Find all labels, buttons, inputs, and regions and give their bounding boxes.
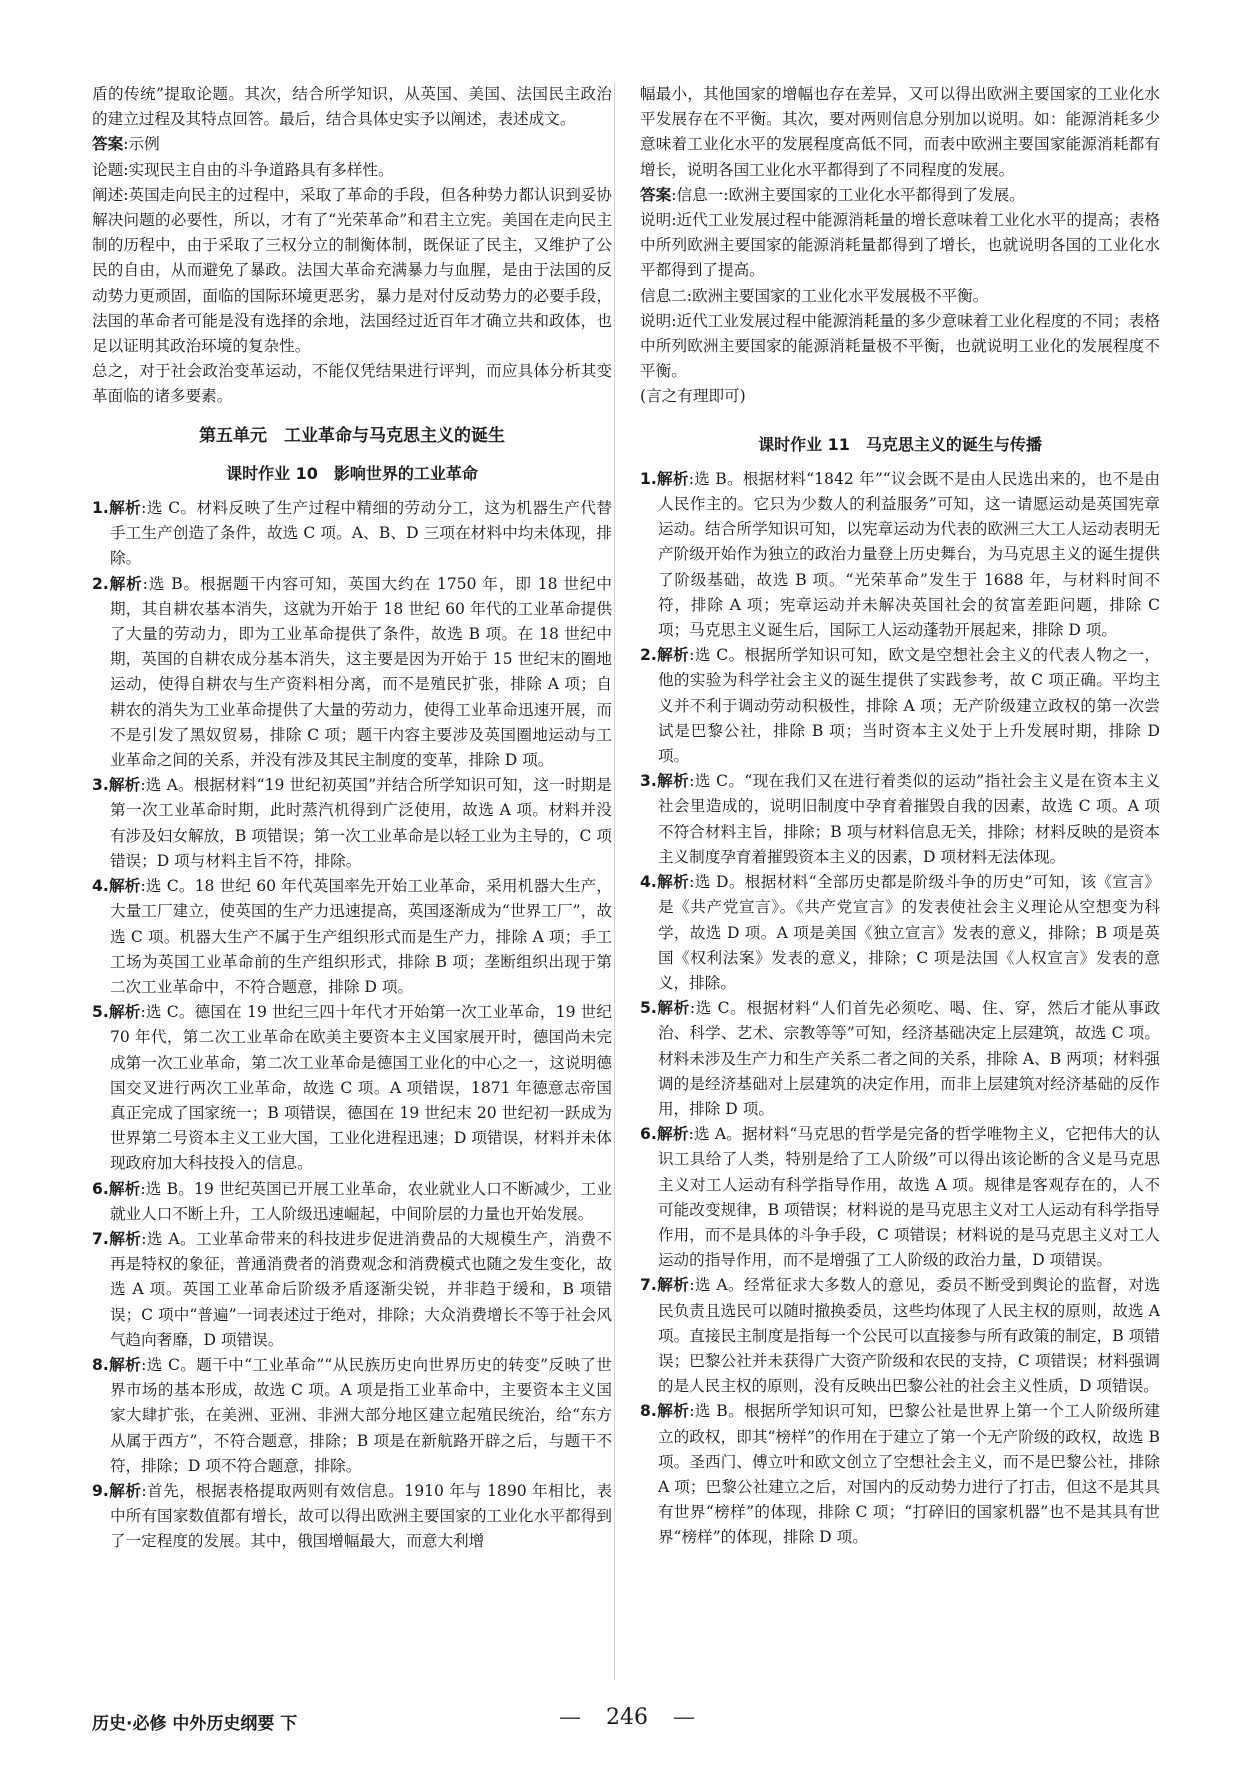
item-number: 7. bbox=[92, 1229, 109, 1248]
item-label: 解析 bbox=[656, 873, 690, 892]
summary-line: 总之，对于社会政治变革运动，不能仅凭结果进行评判，而应具体分析其变革面临的诸多要素。 bbox=[92, 362, 612, 406]
answer-item: 9.解析:首先，根据表格提取两则有效信息。1910 年与 1890 年相比，表中所有国家数值都有增长，故可以得出欧洲主要国家的工业化水平都得到了一定程度的发展。其中，俄国增幅最大，而意大利增 bbox=[92, 1481, 612, 1551]
answer-line: 答案:示例 bbox=[92, 135, 160, 154]
answer-label: 答案 bbox=[92, 135, 124, 154]
item-label: 解析 bbox=[656, 1402, 690, 1421]
item-label: 解析 bbox=[108, 1229, 142, 1248]
explain2-text: 近代工业发展过程中能源消耗量的多少意味着工业化程度的不同；表格中所列欧洲主要国家的能源消耗量极不平衡，也就说明工业化的发展程度不平衡。 bbox=[640, 311, 1160, 381]
intro-paragraph: 盾的传统”提取论题。其次，结合所学知识，从英国、美国、法国民主政治的建立过程及其特点回答。最后，结合具体史实予以阐述，表述成文。 bbox=[92, 85, 612, 129]
book-title: 历史·必修 中外历史纲要 下 bbox=[92, 1714, 298, 1734]
item-text: 选 C。“现在我们又在进行着类似的运动”指社会主义是在资本主义社会里造成的，说明旧制度中孕育着摧毁自我的因素，故选 C 项。A 项不符合材料主旨，排除；B 项与材料信息无关，排除；材料反映的是资本主义制度孕育着摧毁资本主义的因素，D 项材料无法体现。 bbox=[657, 772, 1160, 866]
lesson-title-11: 课时作业 11 马克思主义的诞生与传播 bbox=[758, 434, 1042, 454]
item-number: 2. bbox=[640, 646, 657, 665]
lesson-title-10: 课时作业 10 影响世界的工业革命 bbox=[226, 463, 478, 483]
item-number: 5. bbox=[92, 1003, 109, 1022]
answer-item: 2.解析:选 C。根据所学知识可知，欧文是空想社会主义的代表人物之一，他的实验为科学社会主义的诞生提供了实践参考，故 C 项正确。平均主义并不利于调动劳动积极性，排除 A 项；无产阶级建立政权的第一次尝试是巴黎公社，排除 B 项；当时资本主义处于上升发展时期，排除 D 项。 bbox=[640, 646, 1160, 766]
left-column bbox=[92, 82, 612, 1555]
item-text: 选 A。据材料“马克思的哲学是完备的哲学唯物主义，它把伟大的认识工具给了人类，特别是给了工人阶级”可以得出该论断的含义是马克思主义对工人运动有科学指导作用，故选 A 项。规律是客观存在的，人不可能改变规律，B 项错误；材料说的是马克思主义对工人运动有科学指导作用，而不是具体的斗争手段，C 项错误；材料说的是马克思主义对工人运动的指导作用，而不是增强了工人阶级的政治力量，D 项错误。 bbox=[657, 1125, 1160, 1270]
thesis-label: 论题 bbox=[92, 160, 124, 179]
reasoning-note: (言之有理即可) bbox=[640, 387, 746, 406]
info1-text: 欧洲主要国家的工业化水平都得到了发展。 bbox=[728, 185, 1025, 204]
answer-item: 8.解析:选 C。题干中“工业革命”“从民族历史向世界历史的转变”反映了世界市场的基本形成，故选 C 项。A 项是指工业革命中，主要资本主义国家大肆扩张，在美洲、亚洲、非洲大部分地区建立起殖民统治，给“东方从属于西方”，不符合题意，排除；B 项是在新航路开辟之后，与题干不符，排除；D 项不符合题意，排除。 bbox=[92, 1355, 612, 1475]
item-label: 解析 bbox=[656, 646, 690, 665]
answer-item: 1.解析:选 B。根据材料“1842 年”“议会既不是由人民选出来的，也不是由人民作主的。它只为少数人的利益服务”可知，这一请愿运动是英国宪章运动。结合所学知识可知，以宪章运动为代表的欧洲三大工人运动表明无产阶级开始作为独立的政治力量登上历史舞台，为马克思主义的诞生提供了阶级基础，故选 B 项。“光荣革命”发生于 1688 年，与材料时间不符，排除 A 项；宪章运动并未解决英国社会的贫富差距问题，排除 C 项；马克思主义诞生后，国际工人运动蓬勃开展起来，排除 D 项。 bbox=[640, 469, 1160, 640]
item-text: 选 A。工业革命带来的科技进步促进消费品的大规模生产，消费不再是特权的象征，普通消费者的消费观念和消费模式也随之发生变化，故选 A 项。英国工业革命后阶级矛盾逐渐尖锐，并非趋于缓和，B 项错误；C 项中“普遍”一词表述过于绝对，排除；大众消费增长不等于社会风气趋向奢靡，D 项错误。 bbox=[109, 1229, 612, 1349]
item-text: 选 C。根据所学知识可知，欧文是空想社会主义的代表人物之一，他的实验为科学社会主义的诞生提供了实践参考，故 C 项正确。平均主义并不利于调动劳动积极性，排除 A 项；无产阶级建立政权的第一次尝试是巴黎公社，排除 B 项；当时资本主义处于上升发展时期，排除 D 项。 bbox=[657, 646, 1160, 766]
explain2-line: 说明:近代工业发展过程中能源消耗量的多少意味着工业化程度的不同；表格中所列欧洲主要国家的能源消耗量极不平衡，也就说明工业化的发展程度不平衡。 bbox=[640, 311, 1160, 381]
right-item-list bbox=[640, 467, 1160, 1551]
explain2-label: 说明 bbox=[640, 311, 672, 330]
item-text: 选 C。根据材料“人们首先必须吃、喝、住、穿，然后才能从事政治、科学、艺术、宗教等等”可知，经济基础决定上层建筑，故选 C 项。材料未涉及生产力和生产关系二者之间的关系，排除 A、B 两项；材料强调的是经济基础对上层建筑的决定作用，而非上层建筑对经济基础的反作用，排除 D 项。 bbox=[657, 999, 1160, 1118]
page-number: 246 bbox=[606, 1705, 648, 1730]
item-label: 解析 bbox=[656, 1276, 690, 1295]
thesis-line: 论题:实现民主自由的斗争道路具有多样性。 bbox=[92, 160, 394, 179]
item-text: 选 D。根据材料“全部历史都是阶级斗争的历史”可知，该《宣言》是《共产党宣言》。《共产党宣言》的发表使社会主义理论从空想变为科学，故选 D 项。A 项是美国《独立宣言》发表的意义，排除；B 项是英国《权利法案》发表的意义，排除；C 项是法国《人权宣言》发表的意义，排除。 bbox=[657, 873, 1160, 992]
answer-item: 2.解析:选 B。根据题干内容可知，英国大约在 1750 年，即 18 世纪中期，其自耕农基本消失，这就为开始于 18 世纪 60 年代的工业革命提供了大量的劳动力，即为工业革命提供了条件，故选 B 项。在 18 世纪中期，英国的自耕农成分基本消失，这主要是因为开始于 15 世纪末的圈地运动，使得自耕农与生产资料相分离，而不是殖民扩张，排除 A 项；自耕农的消失为工业革命提供了大量的劳动力，使得工业革命迅速开展，而不是引发了黑奴贸易，排除 C 项；题干内容主要涉及英国圈地运动与工业革命之间的关系，并没有涉及其民主制度的变革，排除 D 项。 bbox=[92, 574, 612, 770]
item-label: 解析 bbox=[108, 1179, 141, 1198]
item-label: 解析 bbox=[108, 776, 141, 795]
explain1-line: 说明:近代工业发展过程中能源消耗量的增长意味着工业化水平的提高；表格中所列欧洲主要国家的能源消耗量都得到了增长，也就说明各国的工业化水平都得到了提高。 bbox=[640, 211, 1160, 280]
answer-item: 6.解析:选 B。19 世纪英国已开展工业革命，农业就业人口不断减少，工业就业人口不断上升，工人阶级迅速崛起，中间阶层的力量也开始发展。 bbox=[92, 1179, 612, 1223]
info2-line: 信息二:欧洲主要国家的工业化水平发展极不平衡。 bbox=[640, 286, 989, 305]
answer-item: 6.解析:选 A。据材料“马克思的哲学是完备的哲学唯物主义，它把伟大的认识工具给了人类，特别是给了工人阶级”可以得出该论断的含义是马克思主义对工人运动有科学指导作用，故选 A 项。规律是客观存在的，人不可能改变规律，B 项错误；材料说的是马克思主义对工人运动有科学指导作用，而不是具体的斗争手段，C 项错误；材料说的是马克思主义对工人运动的指导作用，而不是增强了工人阶级的政治力量，D 项错误。 bbox=[640, 1125, 1160, 1270]
item-text: 选 C。18 世纪 60 年代英国率先开始工业革命，采用机器大生产，大量工厂建立，使英国的生产力迅速提高，英国逐渐成为“世界工厂”，故选 C 项。机器大生产不属于生产组织形式而是生产力，排除 A 项；手工工场为英国工业革命前的生产组织形式，排除 B 项；垄断组织出现于第二次工业革命中，不符合题意，排除 D 项。 bbox=[109, 877, 612, 996]
item-number: 2. bbox=[92, 574, 109, 593]
info2-text: 欧洲主要国家的工业化水平发展极不平衡。 bbox=[692, 286, 989, 305]
item-text: 选 A。根据材料“19 世纪初英国”并结合所学知识可知，这一时期是第一次工业革命时期，此时蒸汽机得到广泛使用，故选 A 项。材料并没有涉及妇女解放，B 项错误；第一次工业革命是以轻工业为主导的，C 项错误；D 项与材料主旨不符，排除。 bbox=[109, 776, 612, 870]
item-text: 选 C。材料反映了生产过程中精细的劳动分工，这为机器生产代替手工生产创造了条件，故选 C 项。A、B、D 三项在材料中均未体现，排除。 bbox=[109, 499, 612, 568]
right-column bbox=[640, 82, 1160, 1551]
answer-item: 7.解析:选 A。工业革命带来的科技进步促进消费品的大规模生产，消费不再是特权的象征，普通消费者的消费观念和消费模式也随之发生变化，故选 A 项。英国工业革命后阶级矛盾逐渐尖锐，并非趋于缓和，B 项错误；C 项中“普遍”一词表述过于绝对，排除；大众消费增长不等于社会风气趋向奢靡，D 项错误。 bbox=[92, 1229, 612, 1349]
info2-label: 信息二 bbox=[640, 286, 687, 305]
page-footer bbox=[92, 1703, 1158, 1739]
item-label: 解析 bbox=[656, 1125, 689, 1144]
item-text: 选 B。19 世纪英国已开展工业革命，农业就业人口不断减少，工业就业人口不断上升，工人阶级迅速崛起，中间阶层的力量也开始发展。 bbox=[109, 1179, 612, 1223]
answer-item: 1.解析:选 C。材料反映了生产过程中精细的劳动分工，这为机器生产代替手工生产创造了条件，故选 C 项。A、B、D 三项在材料中均未体现，排除。 bbox=[92, 499, 612, 568]
item-number: 1. bbox=[640, 469, 657, 488]
item-text: 选 B。根据题干内容可知，英国大约在 1750 年，即 18 世纪中期，其自耕农基本消失，这就为开始于 18 世纪 60 年代的工业革命提供了大量的劳动力，即为工业革命提供了条件，故选 B 项。在 18 世纪中期，英国的自耕农成分基本消失，这主要是因为开始于 15 世纪末的圈地运动，使得自耕农与生产资料相分离，而不是殖民扩张，排除 A 项；自耕农的消失为工业革命提供了大量的劳动力，使得工业革命迅速开展，而不是引发了黑奴贸易，排除 C 项；题干内容主要涉及英国圈地运动与工业革命之间的关系，并没有涉及其民主制度的变革，排除 D 项。 bbox=[109, 574, 612, 770]
answer-item: 8.解析:选 B。根据所学知识可知，巴黎公社是世界上第一个工人阶级所建立的政权，即其“榜样”的作用在于建立了第一个无产阶级的政权，故选 B 项。圣西门、傅立叶和欧文创立了空想社会主义，而不是巴黎公社，排除 A 项；巴黎公社建立之后，对国内的反动势力进行了打击，但这不是其具有世界“榜样”的体现，排除 C 项；“打碎旧的国家机器”也不是其具有世界“榜样”的体现，排除 D 项。 bbox=[640, 1402, 1160, 1547]
column-divider bbox=[614, 82, 615, 1680]
explain-text: 英国走向民主的过程中，采取了革命的手段，但各种势力都认识到妥协解决问题的必要性，所以，才有了“光荣革命”和君主立宪。美国在走向民主制的历程中，由于采取了三权分立的制衡体制，既保证了民主，又维护了公民的自由，从而避免了暴政。法国大革命充满暴力与血腥，是由于法国的反动势力更顽固，面临的国际环境更恶劣，暴力是对付反动势力的必要手段，法国的革命者可能是没有选择的余地，法国经过近百年才确立共和政体，也足以证明其政治环境的复杂性。 bbox=[92, 185, 612, 356]
item-number: 6. bbox=[640, 1125, 657, 1144]
item-number: 3. bbox=[92, 776, 109, 795]
item-text: 选 B。根据所学知识可知，巴黎公社是世界上第一个工人阶级所建立的政权，即其“榜样”的作用在于建立了第一个无产阶级的政权，故选 B 项。圣西门、傅立叶和欧文创立了空想社会主义，而不是巴黎公社，排除 A 项；巴黎公社建立之后，对国内的反动势力进行了打击，但这不是其具有世界“榜样”的体现，排除 C 项；“打碎旧的国家机器”也不是其具有世界“榜样”的体现，排除 D 项。 bbox=[657, 1402, 1160, 1547]
unit-title: 第五单元 工业革命与马克思主义的诞生 bbox=[199, 425, 505, 446]
item-number: 5. bbox=[640, 999, 657, 1018]
item-number: 9. bbox=[92, 1481, 109, 1500]
item-number: 8. bbox=[640, 1402, 657, 1421]
info1-label: 信息一 bbox=[676, 185, 724, 204]
answer-item: 3.解析:选 C。“现在我们又在进行着类似的运动”指社会主义是在资本主义社会里造成的，说明旧制度中孕育着摧毁自我的因素，故选 C 项。A 项不符合材料主旨，排除；B 项与材料信息无关，排除；材料反映的是资本主义制度孕育着摧毁资本主义的因素，D 项材料无法体现。 bbox=[640, 772, 1160, 866]
answer-item: 3.解析:选 A。根据材料“19 世纪初英国”并结合所学知识可知，这一时期是第一次工业革命时期，此时蒸汽机得到广泛使用，故选 A 项。材料并没有涉及妇女解放，B 项错误；第一次工业革命是以轻工业为主导的，C 项错误；D 项与材料主旨不符，排除。 bbox=[92, 776, 612, 870]
item-label: 解析 bbox=[108, 574, 143, 593]
page-number-block bbox=[512, 1705, 742, 1730]
explain1-text: 近代工业发展过程中能源消耗量的增长意味着工业化水平的提高；表格中所列欧洲主要国家的能源消耗量都得到了增长，也就说明各国的工业化水平都得到了提高。 bbox=[640, 211, 1160, 280]
answer-label-right: 答案 bbox=[640, 185, 672, 204]
item-text: 选 C。德国在 19 世纪三四十年代才开始第一次工业革命，19 世纪 70 年代，第二次工业革命在欧美主要资本主义国家展开时，德国尚未完成第一次工业革命，第二次工业革命是德国工业化的中心之一，这说明德国交叉进行两次工业革命，故选 C 项。A 项错误，1871 年德意志帝国真正完成了国家统一；B 项错误，德国在 19 世纪末 20 世纪初一跃成为世界第二号资本主义工业大国，工业化进程迅速；D 项错误，材料并未体现政府加大科技投入的信息。 bbox=[109, 1003, 612, 1173]
item-label: 解析 bbox=[656, 772, 690, 791]
explain-line: 阐述:英国走向民主的过程中，采取了革命的手段，但各种势力都认识到妥协解决问题的必要性，所以，才有了“光荣革命”和君主立宪。美国在走向民主制的历程中，由于采取了三权分立的制衡体制，既保证了民主，又维护了公民的自由，从而避免了暴政。法国大革命充满暴力与血腥，是由于法国的反动势力更顽固，面临的国际环境更恶劣，暴力是对付反动势力的必要手段，法国的革命者可能是没有选择的余地，法国经过近百年才确立共和政体，也足以证明其政治环境的复杂性。 bbox=[92, 185, 612, 356]
item-label: 解析 bbox=[656, 469, 689, 488]
item-label: 解析 bbox=[656, 999, 690, 1018]
item-label: 解析 bbox=[108, 1003, 141, 1022]
answer-item: 7.解析:选 A。经常征求大多数人的意见，委员不断受到舆论的监督，对选民负责且选民可以随时撤换委员，这些均体现了人民主权的原则，故选 A 项。直接民主制度是指每一个公民可以直接参与所有政策的制定，B 项错误；巴黎公社并未获得广大资产阶级和农民的支持，C 项错误；材料强调的是人民主权的原则，没有反映出巴黎公社的社会主义性质，D 项错误。 bbox=[640, 1276, 1160, 1396]
item-number: 3. bbox=[640, 772, 657, 791]
item-label: 解析 bbox=[108, 877, 141, 896]
thesis-text: 实现民主自由的斗争道路具有多样性。 bbox=[128, 160, 394, 179]
explain1-label: 说明 bbox=[640, 211, 672, 230]
item-text: 选 A。经常征求大多数人的意见，委员不断受到舆论的监督，对选民负责且选民可以随时撤换委员，这些均体现了人民主权的原则，故选 A 项。直接民主制度是指每一个公民可以直接参与所有政策的制定，B 项错误；巴黎公社并未获得广大资产阶级和农民的支持，C 项错误；材料强调的是人民主权的原则，没有反映出巴黎公社的社会主义性质，D 项错误。 bbox=[657, 1276, 1160, 1396]
item-number: 4. bbox=[92, 877, 109, 896]
answer-item: 4.解析:选 D。根据材料“全部历史都是阶级斗争的历史”可知，该《宣言》是《共产党宣言》。《共产党宣言》的发表使社会主义理论从空想变为科学，故选 D 项。A 项是美国《独立宣言》发表的意义，排除；B 项是英国《权利法案》发表的意义，排除；C 项是法国《人权宣言》发表的意义，排除。 bbox=[640, 873, 1160, 992]
item-number: 7. bbox=[640, 1276, 657, 1295]
item-number: 8. bbox=[92, 1355, 109, 1374]
explain-label: 阐述 bbox=[92, 185, 124, 204]
item-number: 4. bbox=[640, 873, 657, 892]
item-number: 1. bbox=[92, 499, 109, 518]
continued-paragraph: 幅最小，其他国家的增幅也存在差异，又可以得出欧洲主要国家的工业化水平发展存在不平衡。其次，要对两则信息分别加以说明。如：能源消耗多少意味着工业化水平的发展程度高低不同，而表中欧洲主要国家能源消耗都有增长，说明各国工业化水平都得到了不同程度的发展。 bbox=[640, 85, 1160, 179]
left-item-list bbox=[92, 496, 612, 1555]
answer-item: 5.解析:选 C。德国在 19 世纪三四十年代才开始第一次工业革命，19 世纪 70 年代，第二次工业革命在欧美主要资本主义国家展开时，德国尚未完成第一次工业革命，第二次工业革命是德国工业化的中心之一，这说明德国交叉进行两次工业革命，故选 C 项。A 项错误，1871 年德意志帝国真正完成了国家统一；B 项错误，德国在 19 世纪末 20 世纪初一跃成为世界第二号资本主义工业大国，工业化进程迅速；D 项错误，材料并未体现政府加大科技投入的信息。 bbox=[92, 1003, 612, 1173]
item-number: 6. bbox=[92, 1179, 109, 1198]
dash-left: — bbox=[559, 1705, 581, 1730]
item-label: 解析 bbox=[108, 1481, 142, 1500]
answer-value: 示例 bbox=[128, 135, 160, 154]
item-label: 解析 bbox=[108, 499, 142, 518]
dash-right: — bbox=[673, 1705, 695, 1730]
info1-line: 答案:信息一:欧洲主要国家的工业化水平都得到了发展。 bbox=[640, 185, 1025, 204]
item-label: 解析 bbox=[108, 1355, 142, 1374]
answer-item: 5.解析:选 C。根据材料“人们首先必须吃、喝、住、穿，然后才能从事政治、科学、艺术、宗教等等”可知，经济基础决定上层建筑，故选 C 项。材料未涉及生产力和生产关系二者之间的关系，排除 A、B 两项；材料强调的是经济基础对上层建筑的决定作用，而非上层建筑对经济基础的反作用，排除 D 项。 bbox=[640, 999, 1160, 1118]
item-text: 首先，根据表格提取两则有效信息。1910 年与 1890 年相比，表中所有国家数值都有增长，故可以得出欧洲主要国家的工业化水平都得到了一定程度的发展。其中，俄国增幅最大，而意大利增 bbox=[109, 1481, 612, 1551]
answer-item: 4.解析:选 C。18 世纪 60 年代英国率先开始工业革命，采用机器大生产，大量工厂建立，使英国的生产力迅速提高，英国逐渐成为“世界工厂”，故选 C 项。机器大生产不属于生产组织形式而是生产力，排除 A 项；手工工场为英国工业革命前的生产组织形式，排除 B 项；垄断组织出现于第二次工业革命中，不符合题意，排除 D 项。 bbox=[92, 877, 612, 996]
item-text: 选 C。题干中“工业革命”“从民族历史向世界历史的转变”反映了世界市场的基本形成，故选 C 项。A 项是指工业革命中，主要资本主义国家大肆扩张，在美洲、亚洲、非洲大部分地区建立起殖民统治，给“东方从属于西方”，不符合题意，排除；B 项是在新航路开辟之后，与题干不符，排除；D 项不符合题意，排除。 bbox=[109, 1355, 612, 1475]
item-text: 选 B。根据材料“1842 年”“议会既不是由人民选出来的，也不是由人民作主的。它只为少数人的利益服务”可知，这一请愿运动是英国宪章运动。结合所学知识可知，以宪章运动为代表的欧洲三大工人运动表明无产阶级开始作为独立的政治力量登上历史舞台，为马克思主义的诞生提供了阶级基础，故选 B 项。“光荣革命”发生于 1688 年，与材料时间不符，排除 A 项；宪章运动并未解决英国社会的贫富差距问题，排除 C 项；马克思主义诞生后，国际工人运动蓬勃开展起来，排除 D 项。 bbox=[657, 469, 1160, 640]
